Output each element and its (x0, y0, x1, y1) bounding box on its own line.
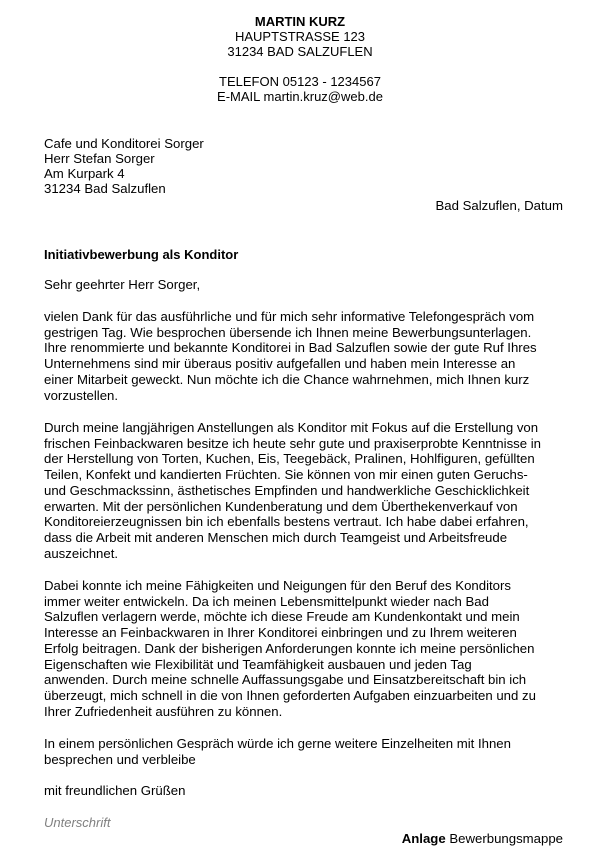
recipient-company: Cafe und Konditorei Sorger (44, 136, 204, 151)
body-paragraph-2: Durch meine langjährigen Anstellungen als Konditor mit Fokus auf die Erstellung von frischen Feinbackwaren besitze ich heute sehr gute und praxiserprobte Kenntnisse in der Herstellung von Torten, Kuchen, Eis, Teegebäck, Pralinen, Hohlfiguren, gefüllten Teilen, Konfekt und kandierten Früchten. Sie können von mir einen guten Geruchs- und Geschmackssinn, ästhetisches Empfinden und handwerkliche Geschicklichkeit erwarten. Mit der persönlichen Kundenberatung und dem Überthekenverkauf von Konditoreierzeugnissen bin ich ebenfalls bestens vertraut. Ich habe dabei erfahren, dass die Arbeit mit anderen Menschen mich durch Teamgeist und Arbeitsfreude auszeichnet. (44, 420, 542, 561)
enclosure-line (402, 831, 563, 846)
enclosure-value: Bewerbungsmappe (449, 831, 563, 846)
sender-block (0, 14, 600, 104)
subject-line: Initiativbewerbung als Konditor (44, 247, 239, 262)
date-line: Bad Salzuflen, Datum (435, 198, 563, 213)
sender-city: 31234 BAD SALZUFLEN (227, 44, 373, 59)
enclosure-label: Anlage (401, 831, 446, 846)
closing-line: mit freundlichen Grüßen (44, 783, 186, 798)
signature-placeholder: Unterschrift (44, 815, 111, 830)
recipient-city: 31234 Bad Salzuflen (44, 181, 166, 196)
recipient-street: Am Kurpark 4 (44, 166, 125, 181)
sender-name: MARTIN KURZ (254, 14, 346, 29)
sender-street: HAUPTSTRASSE 123 (234, 29, 366, 44)
body-paragraph-3: Dabei konnte ich meine Fähigkeiten und Neigungen für den Beruf des Konditors immer weiter entwickeln. Da ich meinen Lebensmittelpunkt wieder nach Bad Salzuflen verlagern werde, möchte ich diese Freude am Kundenkontakt und mein Interesse an Feinbackwaren in Ihrer Konditorei einbringen und zu Ihrem weiteren Erfolg beitragen. Dank der bisherigen Anforderungen konnte ich meine persönlichen Eigenschaften wie Flexibilität und Teamfähigkeit ausbauen und jeden Tag anwenden. Durch meine schnelle Auffassungsgabe und Einsatzbereitschaft bin ich überzeugt, mich schnell in die von Ihnen geforderten Aufgaben einzuarbeiten und zu Ihrer Zufriedenheit ausführen zu können. (44, 578, 536, 719)
sender-spacer (0, 59, 600, 74)
recipient-person: Herr Stefan Sorger (44, 151, 155, 166)
salutation: Sehr geehrter Herr Sorger, (44, 277, 201, 292)
body-paragraph-1: vielen Dank für das ausführliche und für mich sehr informative Telefongespräch vom gestrigen Tag. Wie besprochen übersende ich Ihnen meine Bewerbungsunterlagen. Ihre renommierte und bekannte Konditorei in Bad Salzuflen sowie der gute Ruf Ihres Unternehmens sind mir überaus positiv aufgefallen und haben mein Interesse an einer Mitarbeit geweckt. Nun möchte ich die Chance wahrnehmen, mich Ihnen kurz vorzustellen. (44, 309, 537, 403)
body-paragraph-4: In einem persönlichen Gespräch würde ich gerne weitere Einzelheiten mit Ihnen besprechen und verbleibe (44, 736, 511, 767)
sender-phone: TELEFON 05123 - 1234567 (219, 74, 381, 89)
sender-email: E-MAIL martin.kruz@web.de (217, 89, 383, 104)
recipient-block (44, 136, 204, 196)
